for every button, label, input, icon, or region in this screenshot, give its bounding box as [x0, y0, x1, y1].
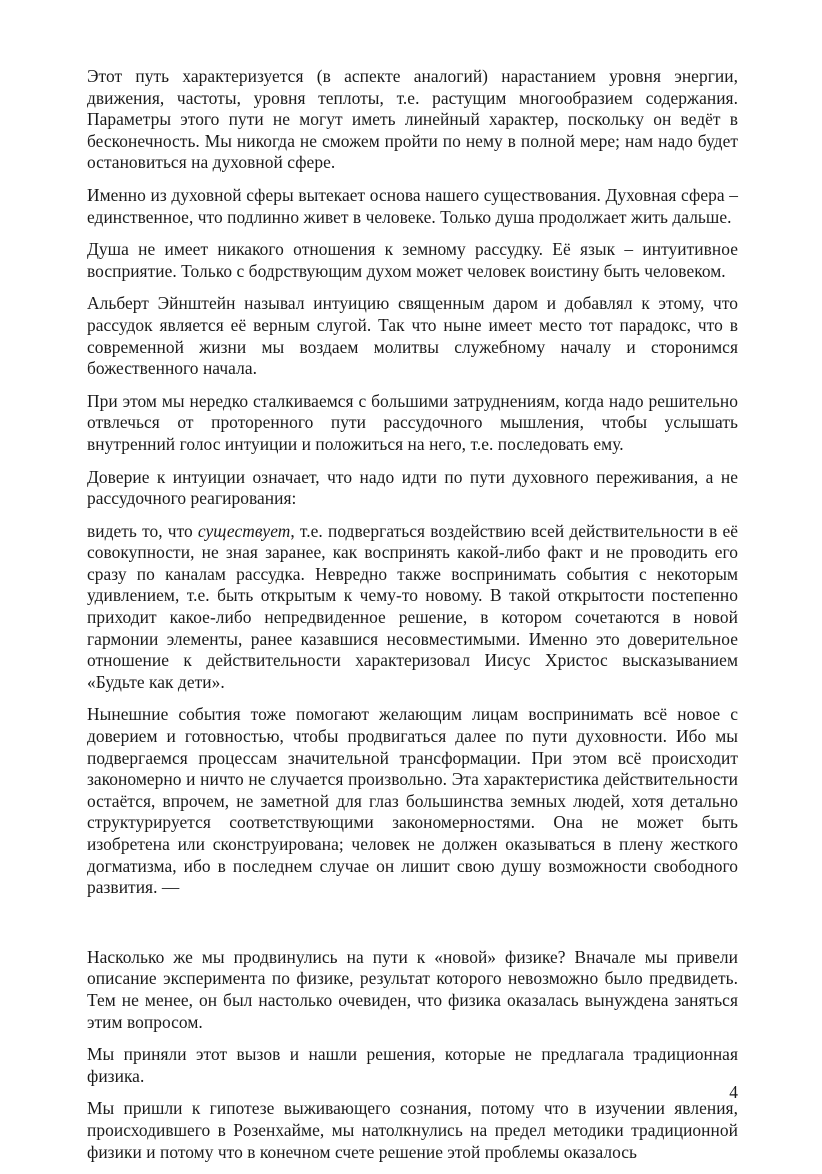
paragraph-einstein: Альберт Эйнштейн называл интуицию священным даром и добавлял к этому, что рассудок является её верным слугой. Так что ныне имеет место тот парадокс, что в современной жизни мы воздаем молитвы служебному началу и сторонимся божественного начала.: [87, 293, 738, 379]
paragraph-path-characteristics: Этот путь характеризуется (в аспекте аналогий) нарастанием уровня энергии, движения, частоты, уровня теплоты, т.е. растущим многообразием содержания. Параметры этого пути не могут иметь линейный характер, поскольку он ведёт в бесконечность. Мы никогда не сможем пройти по нему в полной мере; нам надо будет остановиться на духовной сфере.: [87, 66, 738, 173]
paragraph-soul: Душа не имеет никакого отношения к земному рассудку. Её язык – интуитивное восприятие. Только с бодрствующим духом может человек воистину быть человеком.: [87, 239, 738, 281]
paragraph-spiritual-sphere: Именно из духовной сферы вытекает основа нашего существования. Духовная сфера – единственное, что подлинно живет в человеке. Только душа продолжает жить дальше.: [87, 184, 738, 227]
paragraph-difficulties: При этом мы нередко сталкиваемся с большими затруднениям, когда надо решительно отвлечься от проторенного пути рассудочного мышления, чтобы услышать внутренний голос интуиции и положиться на него, т.е. последовать ему.: [87, 390, 738, 454]
italic-emphasis: существует: [197, 520, 291, 541]
text-run: , т.е. подвергаться воздействию всей действительности в её совокупности, не зная заранее, как воспринять какой-либо факт и не проводить его сразу по каналам рассудка. Невредно также воспринимать события с некоторым удивлением, т.е. быть открытым к чему-то новому. В такой открытости постепенно приходит какое-либо непредвиденное решение, в котором сочетаются в новой гармонии элементы, ранее казавшися несовместимыми. Именно это доверительное отношение к действительности характеризовал Иисус Христос высказыванием «Будьте как дети».: [87, 520, 738, 692]
paragraph-new-physics: Насколько же мы продвинулись на пути к «новой» физике? Вначале мы привели описание эксперимента по физике, результат которого невозможно было предвидеть. Тем не менее, он был настолько очевиден, что физика оказалась вынуждена заняться этим вопросом.: [87, 946, 738, 1032]
page-number: 4: [729, 1082, 738, 1102]
paragraph-challenge: Мы приняли этот вызов и нашли решения, которые не предлагала традиционная физика.: [87, 1044, 738, 1086]
paragraph-hypothesis: Мы пришли к гипотезе выживающего сознания, потому что в изучении явления, происходившего в Розенхайме, мы натолкнулись на предел методики традиционной физики и потому что в конечном счете решение этой проблемы оказалось: [87, 1098, 738, 1162]
paragraph-see-what-exists: [87, 521, 738, 694]
document-page: [87, 66, 738, 1174]
text-run: видеть то, что: [87, 520, 198, 541]
paragraph-trust-intuition: Доверие к интуиции означает, что надо идти по пути духовного переживания, а не рассудочного реагирования:: [87, 466, 738, 509]
paragraph-current-events: Нынешние события тоже помогают желающим лицам воспринимать всё новое с доверием и готовностью, чтобы продвигаться далее по пути духовности. Ибо мы подвергаемся процессам значительной трансформации. При этом всё происходит закономерно и ничто не случается произвольно. Эта характеристика действительности остаётся, впрочем, не заметной для глаз большинства земных людей, хотя детально структурируется соответствующими закономерностями. Она не может быть изобретена или сконструирована; человек не должен оказываться в плену жесткого догматизма, ибо в последнем случае он лишит свою душу возможности свободного развития. —: [87, 704, 738, 898]
